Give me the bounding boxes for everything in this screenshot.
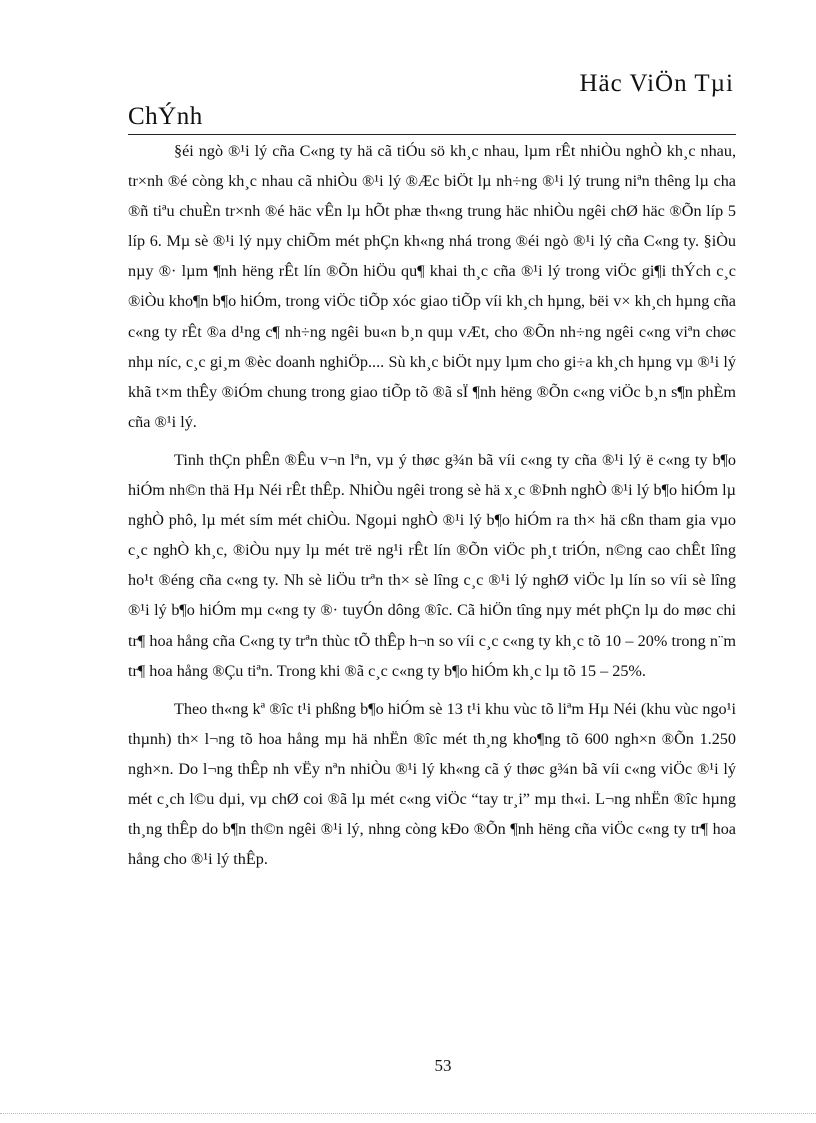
header-rule [128, 134, 736, 135]
page-number: 53 [434, 1056, 452, 1075]
page-bottom-edge [0, 1113, 816, 1114]
paragraph-2: Tinh thÇn phÊn ®Êu v¬n lªn, vµ ý thøc g¾n bã víi c«ng ty cña ®¹i lý ë c«ng ty b¶o hiÓm nh©n thä Hµ Néi rÊt thÊp. NhiÒu ngêi trong sè hä x¸c ®Þnh nghÒ ®¹i lý b¶o hiÓm lµ nghÒ phô, lµ mét sím mét chiÒu. Ngoµi nghÒ ®¹i lý b¶o hiÓm ra th× hä cßn tham gia vµo c¸c nghÒ kh¸c, ®iÒu nµy lµ mét trë ng¹i rÊt lín ®Õn viÖc ph¸t triÓn, n©ng cao chÊt lîng ho¹t ®éng cña c«ng ty. Nh sè liÖu trªn th× sè lîng c¸c ®¹i lý nghØ viÖc lµ lín so víi sè lîng ®¹i lý b¶o hiÓm mµ c«ng ty ®· tuyÓn dông ®îc. Cã hiÖn tîng nµy mét phÇn lµ do møc chi tr¶ hoa hång cña C«ng ty trªn thùc tÕ thÊp h¬n so víi c¸c c«ng ty kh¸c tõ 10 – 20% trong n¨m tr¶ hoa hång ®Çu tiªn. Trong khi ®ã c¸c c«ng ty b¶o hiÓm kh¸c lµ tõ 15 – 25%. [128, 450, 736, 680]
running-header-left: ChÝnh [128, 103, 203, 130]
body-text [128, 136, 736, 882]
running-header-right: Häc ViÖn Tµi [579, 70, 734, 97]
paragraph-3: Theo th«ng kª ®îc t¹i phßng b¶o hiÓm sè 13 t¹i khu vùc tõ liªm Hµ Néi (khu vùc ngo¹i thµnh) th× l¬ng tõ hoa hång mµ hä nhËn ®îc mét th¸ng kho¶ng tõ 600 ngh×n ®Õn 1.250 ngh×n. Do l¬ng thÊp nh vËy nªn nhiÒu ®¹i lý kh«ng cã ý thøc g¾n bã víi c«ng viÖc ®¹i lý mét c¸ch l©u dµi, vµ chØ coi ®ã lµ mét c«ng viÖc “tay tr¸i” mµ th«i. L¬ng nhËn ®îc hµng th¸ng thÊp do b¶n th©n ngêi ®¹i lý, nhng còng kÐo ®Õn ¶nh hëng cña viÖc c«ng ty tr¶ hoa hång cho ®¹i lý thÊp. [128, 699, 736, 869]
paragraph-1: §éi ngò ®¹i lý cña C«ng ty hä cã tiÓu sö kh¸c nhau, lµm rÊt nhiÒu nghÒ kh¸c nhau, tr×nh ®é còng kh¸c nhau cã nhiÒu ®¹i lý ®Æc biÖt lµ nh÷ng ®¹i lý trung niªn thêng lµ cha ®ñ tiªu chuÈn tr×nh ®é häc vÊn lµ hÕt phæ th«ng trung häc nhiÒu ngêi chØ häc ®Õn líp 5 líp 6. Mµ sè ®¹i lý nµy chiÕm mét phÇn kh«ng nhá trong ®éi ngò ®¹i lý cña C«ng ty. §iÒu nµy ®· lµm ¶nh hëng rÊt lín ®Õn hiÖu qu¶ khai th¸c cña ®¹i lý trong viÖc gi¶i thÝch c¸c ®iÒu kho¶n b¶o hiÓm, trong viÖc tiÕp xóc giao tiÕp víi kh¸ch hµng, bëi v× kh¸ch hµng cña c«ng ty rÊt ®a d¹ng c¶ nh÷ng ngêi bu«n b¸n quµ vÆt, cho ®Õn nh÷ng ngêi c«ng viªn chøc nhµ níc, c¸c gi¸m ®èc doanh nghiÖp.... Sù kh¸c biÖt nµy lµm cho gi÷a kh¸ch hµng vµ ®¹i lý khã t×m thÊy ®iÓm chung trong giao tiÕp tõ ®ã sÏ ¶nh hëng ®Õn c«ng viÖc b¸n s¶n phÈm cña ®¹i lý. [128, 142, 736, 431]
